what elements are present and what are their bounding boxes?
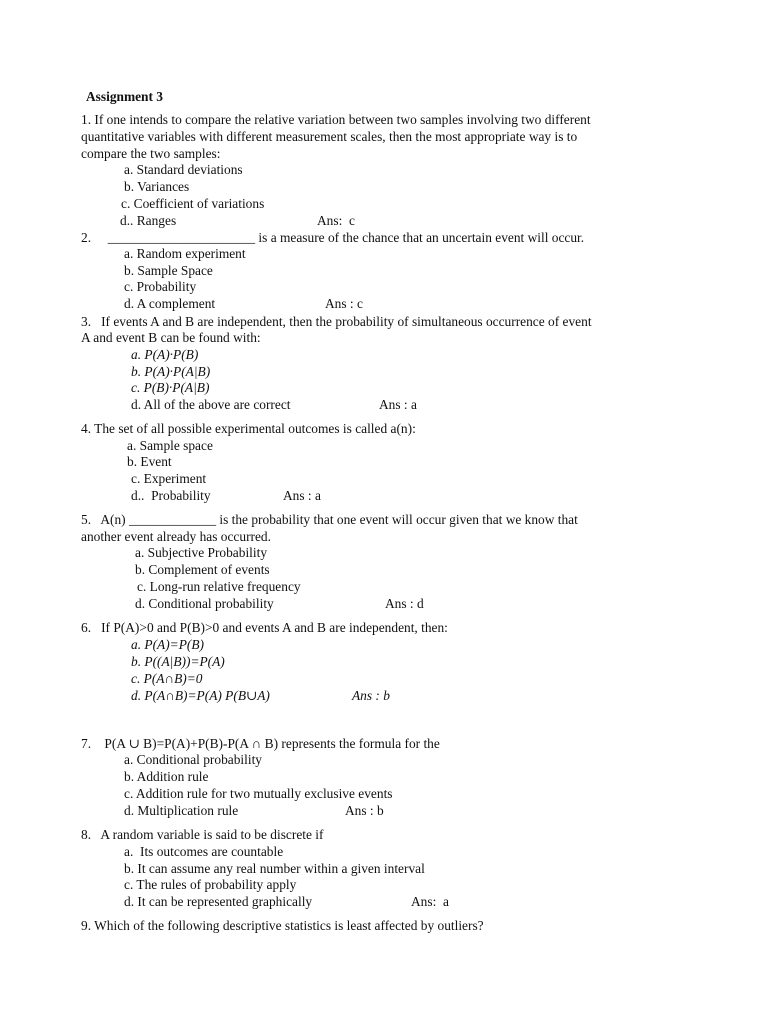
option-a: a. Subjective Probability [135, 545, 268, 560]
option-d: d. P(A∩B)=P(A) P(B∪A) [131, 688, 270, 703]
option-d: d.. Probability [131, 488, 211, 503]
answer-text: Ans: a [411, 894, 449, 909]
answer-text: Ans : b [352, 688, 390, 703]
option-b: b. It can assume any real number within a given interval [124, 861, 425, 876]
option-c: c. Coefficient of variations [121, 196, 265, 211]
option-a: a. Its outcomes are countable [124, 844, 284, 859]
option-b: b. Variances [124, 179, 190, 194]
question-stem-line: quantitative variables with different measurement scales, then the most appropriate way is to [81, 129, 578, 144]
question-stem-line: 9. Which of the following descriptive statistics is least affected by outliers? [81, 918, 484, 933]
answer-text: Ans: c [317, 213, 355, 228]
option-a: a. P(A)=P(B) [131, 637, 204, 652]
question-stem-line: compare the two samples: [81, 146, 221, 161]
answer-text: Ans : b [345, 803, 384, 818]
option-d: d. Multiplication rule [124, 803, 239, 818]
question-stem-line: 1. If one intends to compare the relative variation between two samples involving two different [81, 112, 591, 127]
answer-text: Ans : d [385, 596, 424, 611]
option-d: d. Conditional probability [135, 596, 274, 611]
option-a: a. Standard deviations [124, 162, 243, 177]
option-c: c. Probability [124, 279, 197, 294]
question-stem-line: another event already has occurred. [81, 529, 271, 544]
question-stem-line: 4. The set of all possible experimental outcomes is called a(n): [81, 421, 416, 436]
question-stem-line: 7. P(A ∪ B)=P(A)+P(B)-P(A ∩ B) represents the formula for the [81, 736, 440, 751]
option-b: b. Sample Space [124, 263, 213, 278]
assignment-title: Assignment 3 [86, 89, 164, 104]
option-b: b. Event [127, 454, 172, 469]
option-b: b. P((A|B))=P(A) [131, 654, 225, 669]
option-c: c. P(A∩B)=0 [131, 671, 203, 686]
option-a: a. Conditional probability [124, 752, 262, 767]
question-stem-line: 5. A(n) _____________ is the probability that one event will occur given that we know that [81, 512, 578, 527]
option-a: a. P(A)·P(B) [131, 347, 199, 362]
question-stem-line: 3. If events A and B are independent, then the probability of simultaneous occurrence of event [81, 314, 592, 329]
answer-text: Ans : c [325, 296, 363, 311]
option-c: c. Experiment [131, 471, 207, 486]
option-c: c. Long-run relative frequency [137, 579, 301, 594]
option-d: d. All of the above are correct [131, 397, 291, 412]
option-c: c. The rules of probability apply [124, 877, 297, 892]
option-a: a. Sample space [127, 438, 213, 453]
option-c: c. Addition rule for two mutually exclusive events [124, 786, 393, 801]
answer-text: Ans : a [283, 488, 321, 503]
option-b: b. Complement of events [135, 562, 270, 577]
option-a: a. Random experiment [124, 246, 246, 261]
question-stem-line: 8. A random variable is said to be discrete if [81, 827, 324, 842]
option-b: b. P(A)·P(A|B) [131, 364, 211, 379]
option-c: c. P(B)·P(A|B) [131, 380, 210, 395]
option-d: d. A complement [124, 296, 216, 311]
answer-text: Ans : a [379, 397, 417, 412]
question-stem-line: 2. ______________________ is a measure of the chance that an uncertain event will occur. [81, 230, 585, 245]
option-d: d. It can be represented graphically [124, 894, 313, 909]
question-stem-line: 6. If P(A)>0 and P(B)>0 and events A and B are independent, then: [81, 620, 448, 635]
option-b: b. Addition rule [124, 769, 209, 784]
question-stem-line: A and event B can be found with: [81, 330, 261, 345]
option-d: d.. Ranges [120, 213, 177, 228]
